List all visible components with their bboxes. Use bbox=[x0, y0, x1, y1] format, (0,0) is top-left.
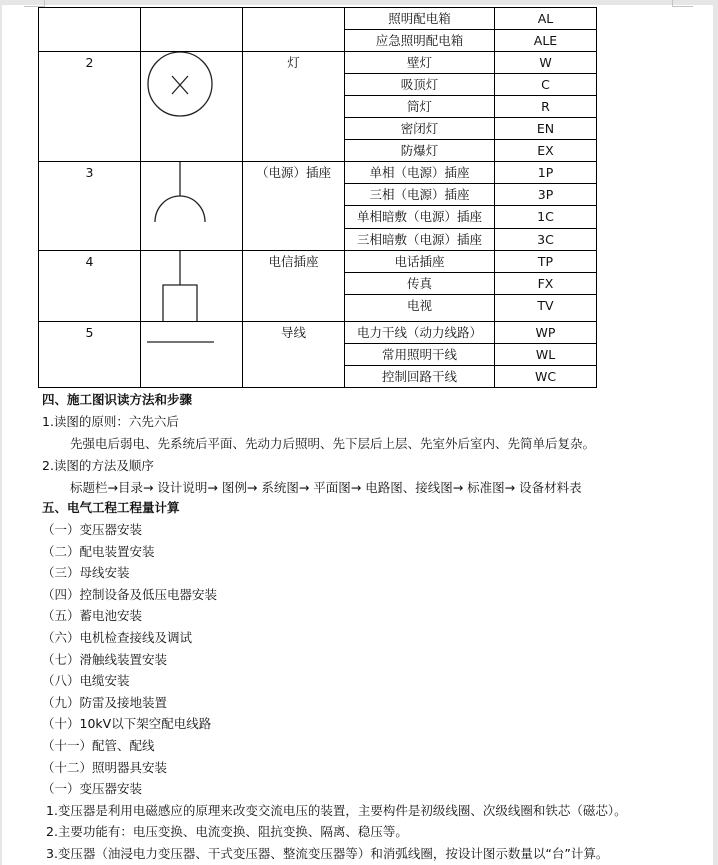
item-code: 3C bbox=[495, 229, 597, 251]
item-label: 控制回路干线 bbox=[345, 366, 495, 388]
table-row bbox=[39, 322, 597, 344]
table-row bbox=[39, 162, 597, 184]
item-label: 应急照明配电箱 bbox=[345, 30, 495, 52]
symbol-cell bbox=[141, 322, 243, 388]
item-code: TV bbox=[495, 295, 597, 322]
symbol-cell bbox=[141, 251, 243, 322]
table-row bbox=[39, 8, 597, 30]
device-name bbox=[243, 8, 345, 52]
item-code: W bbox=[495, 52, 597, 74]
symbol-cell bbox=[141, 8, 243, 52]
legend-table bbox=[38, 7, 597, 388]
row-number: 3 bbox=[39, 162, 141, 251]
item-label: 筒灯 bbox=[345, 96, 495, 118]
row-number: 4 bbox=[39, 251, 141, 322]
lamp-circle-x-icon bbox=[141, 52, 241, 162]
row-number bbox=[39, 8, 141, 52]
section5-item: （九）防雷及接地装置 bbox=[42, 694, 168, 710]
item-label: 常用照明干线 bbox=[345, 344, 495, 366]
margin-corner-mark-right bbox=[672, 6, 693, 7]
section5-note: 2.主要功能有：电压变换、电流变换、阻抗变换、隔离、稳压等。 bbox=[46, 824, 408, 840]
section4-heading: 四、施工图识读方法和步骤 bbox=[42, 392, 193, 407]
section5-item: （五）蓄电池安装 bbox=[42, 608, 143, 624]
item-code: TP bbox=[495, 251, 597, 273]
document-page bbox=[2, 5, 713, 865]
section4-method: 2.读图的方法及顺序 bbox=[42, 458, 154, 473]
item-code: WC bbox=[495, 366, 597, 388]
item-label: 密闭灯 bbox=[345, 118, 495, 140]
table-row bbox=[39, 52, 597, 74]
item-code: ALE bbox=[495, 30, 597, 52]
section5-item: （七）滑触线装置安装 bbox=[42, 651, 168, 667]
symbol-cell bbox=[141, 52, 243, 162]
item-code: R bbox=[495, 96, 597, 118]
section4-method-detail: 标题栏→目录→ 设计说明→ 图例→ 系统图→ 平面图→ 电路图、接线图→ 标准图→ 设备材料表 bbox=[70, 480, 582, 495]
section5-item: （三）母线安装 bbox=[42, 565, 130, 581]
item-label: 电话插座 bbox=[345, 251, 495, 273]
item-code: C bbox=[495, 74, 597, 96]
symbol-cell bbox=[141, 162, 243, 251]
row-number: 5 bbox=[39, 322, 141, 388]
section5-item: （十）10kV以下架空配电线路 bbox=[42, 716, 212, 732]
item-code: AL bbox=[495, 8, 597, 30]
section5-item: （十二）照明器具安装 bbox=[42, 759, 168, 775]
section5-item: （一）变压器安装 bbox=[42, 522, 143, 537]
table-row bbox=[39, 251, 597, 273]
section5-item: （二）配电装置安装 bbox=[42, 543, 155, 559]
item-label: 防爆灯 bbox=[345, 140, 495, 162]
item-label: 传真 bbox=[345, 273, 495, 295]
item-label: 壁灯 bbox=[345, 52, 495, 74]
item-code: 1P bbox=[495, 162, 597, 184]
section5-item: （四）控制设备及低压电器安装 bbox=[42, 586, 218, 602]
section4-principle-detail: 先强电后弱电、先系统后平面、先动力后照明、先下层后上层、先室外后室内、先简单后复杂。 bbox=[70, 436, 596, 451]
wire-line-icon bbox=[141, 322, 241, 388]
section5-heading: 五、电气工程工程量计算 bbox=[42, 500, 180, 515]
item-code: WP bbox=[495, 322, 597, 344]
power-socket-icon bbox=[141, 162, 241, 251]
margin-corner-mark-left-v bbox=[44, 0, 45, 7]
item-label: 三相（电源）插座 bbox=[345, 184, 495, 206]
item-label: 三相暗敷（电源）插座 bbox=[345, 229, 495, 251]
item-label: 电视 bbox=[345, 295, 495, 322]
margin-corner-mark-right-v bbox=[672, 0, 673, 7]
device-name: 电信插座 bbox=[243, 251, 345, 322]
telecom-socket-icon bbox=[141, 251, 241, 322]
item-code: 1C bbox=[495, 206, 597, 229]
section4-principle: 1.读图的原则：六先六后 bbox=[42, 414, 179, 429]
section5-item: （一）变压器安装 bbox=[42, 781, 143, 797]
item-code: WL bbox=[495, 344, 597, 366]
item-label: 吸顶灯 bbox=[345, 74, 495, 96]
row-number: 2 bbox=[39, 52, 141, 162]
section5-note: 3.变压器（油浸电力变压器、干式变压器、整流变压器等）和消弧线圈，按设计图示数量以“台”计算。 bbox=[46, 846, 609, 861]
device-name: 灯 bbox=[243, 52, 345, 162]
section5-item: （八）电缆安装 bbox=[42, 673, 130, 689]
item-code: 3P bbox=[495, 184, 597, 206]
device-name: 导线 bbox=[243, 322, 345, 388]
item-label: 单相暗敷（电源）插座 bbox=[345, 206, 495, 229]
section5-item: （六）电机检查接线及调试 bbox=[42, 630, 193, 645]
item-code: EX bbox=[495, 140, 597, 162]
item-code: EN bbox=[495, 118, 597, 140]
item-label: 电力干线（动力线路） bbox=[345, 322, 495, 344]
device-name: （电源）插座 bbox=[243, 162, 345, 251]
item-code: FX bbox=[495, 273, 597, 295]
section5-item: （十一）配管、配线 bbox=[42, 738, 155, 753]
item-label: 单相（电源）插座 bbox=[345, 162, 495, 184]
section5-note: 1.变压器是利用电磁感应的原理来改变交流电压的装置，主要构件是初级线圈、次级线圈和铁芯（磁芯）。 bbox=[46, 802, 627, 818]
item-label: 照明配电箱 bbox=[345, 8, 495, 30]
